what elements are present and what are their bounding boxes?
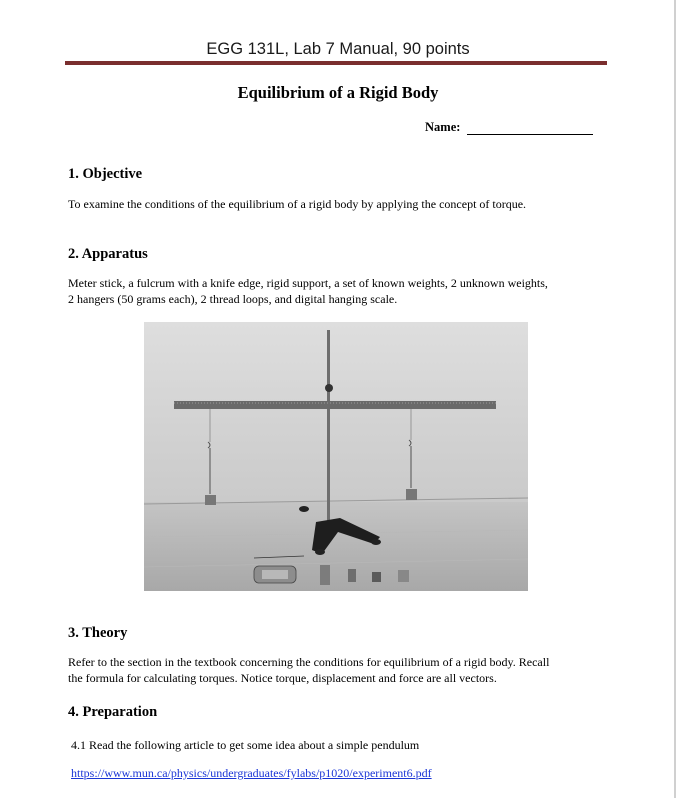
photo-table — [144, 502, 528, 591]
weight-2 — [348, 569, 356, 582]
preparation-item: 4.1 Read the following article to get some idea about a simple pendulum — [71, 738, 420, 752]
theory-text-line-1: Refer to the section in the textbook concerning the conditions for equilibrium of a rigid body. Recall — [68, 655, 550, 669]
theory-heading: 3. Theory — [68, 625, 128, 641]
objective-text: To examine the conditions of the equilibrium of a rigid body by applying the concept of torque. — [68, 197, 527, 211]
weight-3 — [372, 572, 381, 582]
weight-4 — [398, 570, 409, 582]
page-header: EGG 131L, Lab 7 Manual, 90 points — [206, 40, 470, 58]
fulcrum-clamp — [325, 384, 333, 392]
preparation-heading: 4. Preparation — [68, 704, 158, 720]
apparatus-text-line-1: Meter stick, a fulcrum with a knife edge, rigid support, a set of known weights, 2 unknown weights, — [68, 276, 548, 290]
apparatus-text-line-2: 2 hangers (50 grams each), 2 thread loops, and digital hanging scale. — [68, 292, 398, 306]
left-weight — [205, 495, 216, 505]
objective-heading: 1. Objective — [68, 166, 143, 182]
header-rule — [65, 61, 607, 65]
document-title: Equilibrium of a Rigid Body — [237, 83, 439, 102]
support-rod — [327, 330, 330, 525]
pendulum-article-link[interactable]: https://www.mun.ca/physics/undergraduates/fylabs/p1020/experiment6.pdf — [71, 766, 432, 780]
meter-stick — [174, 401, 496, 409]
weight-1 — [320, 565, 330, 585]
apparatus-photo — [144, 322, 528, 591]
theory-text-line-2: the formula for calculating torques. Notice torque, displacement and force are all vectors. — [68, 671, 497, 685]
name-label: Name: — [425, 120, 461, 134]
name-blank-line — [467, 134, 593, 135]
apparatus-heading: 2. Apparatus — [68, 246, 148, 262]
right-weight — [406, 489, 417, 500]
